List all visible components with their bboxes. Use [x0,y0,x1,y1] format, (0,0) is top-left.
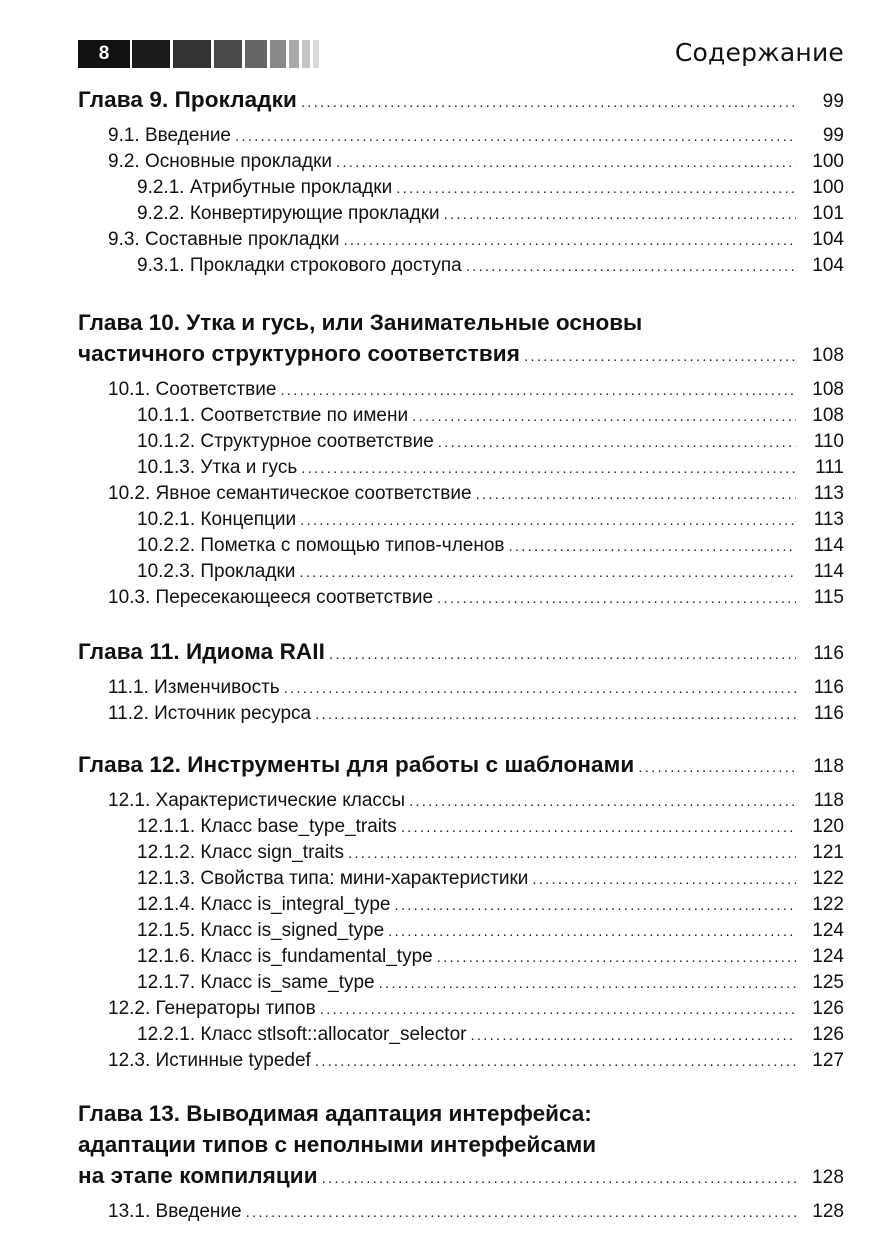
page-ref: 116 [813,643,844,664]
chapter-title: на этапе компиляции [78,1163,318,1188]
toc-entry[interactable] [78,840,844,866]
toc-entry[interactable] [78,559,844,585]
entry-title: 12.1.6. Класс is_fundamental_type [137,946,433,967]
toc-entry[interactable] [78,481,844,507]
dot-leader [315,702,796,727]
dot-leader [300,508,796,533]
header-bar [302,40,310,68]
toc-entry[interactable] [78,455,844,481]
dot-leader [379,971,796,996]
page-ref: 104 [812,255,844,276]
dot-leader [444,202,796,227]
entry-title: 12.1.7. Класс is_same_type [137,972,375,993]
entry-title: 12.1.4. Класс is_integral_type [137,894,391,915]
chapter-heading[interactable] [78,749,844,783]
dot-leader [470,1023,796,1048]
dot-leader [329,639,796,670]
header-bar [173,40,211,68]
entry-title: 11.1. Изменчивость [108,677,280,698]
entry-title: 10.1.2. Структурное соответствие [137,431,434,452]
page-ref: 122 [812,894,844,915]
entry-title: 10.2.1. Концепции [137,509,297,530]
entry-title: 10.2.3. Прокладки [137,561,296,582]
header-bars [132,40,322,68]
entry-title: 9.3.1. Прокладки строкового доступа [137,255,462,276]
chapter-title: Глава 9. Прокладки [78,87,297,112]
entry-title: 12.1.1. Класс base_type_traits [137,816,397,837]
toc-chapter [78,307,844,611]
dot-leader [246,1200,796,1225]
dot-leader [284,676,796,701]
header-bar [270,40,286,68]
dot-leader [320,997,796,1022]
page-ref: 99 [822,125,844,146]
page-ref: 116 [813,677,844,698]
chapter-title: Глава 11. Идиома RAII [78,639,325,664]
page-ref: 101 [812,203,844,224]
header-bar [132,40,170,68]
toc-entry[interactable] [78,253,844,279]
page-ref: 120 [812,816,844,837]
page-ref: 110 [813,431,844,452]
page-ref: 108 [811,345,844,366]
entry-title: 10.3. Пересекающееся соответствие [108,587,434,608]
toc-chapter [78,84,844,279]
dot-leader [401,815,796,840]
page-header [78,40,844,68]
entry-title: 12.1.2. Класс sign_traits [137,842,344,863]
page-ref: 111 [815,457,844,478]
entry-title: 10.2.2. Пометка с помощью типов-членов [137,535,505,556]
header-bar [245,40,267,68]
dot-leader [509,534,796,559]
page-ref: 100 [812,151,844,172]
dot-leader [438,430,796,455]
toc-entry[interactable] [78,701,844,727]
chapter-heading[interactable] [78,84,844,118]
page-ref: 125 [812,972,844,993]
dot-leader [437,945,796,970]
entry-title: 9.2.2. Конвертирующие прокладки [137,203,440,224]
page-ref: 116 [813,703,844,724]
toc-entry[interactable] [78,123,844,149]
dot-leader [396,176,796,201]
toc-entry[interactable] [78,149,844,175]
page-ref: 127 [812,1050,844,1071]
toc-entry[interactable] [78,585,844,611]
toc-chapter [78,1098,844,1225]
toc-entry[interactable] [78,1048,844,1074]
toc-entry[interactable] [78,996,844,1022]
entry-title: 12.2.1. Класс stlsoft::allocator_selector [137,1024,467,1045]
page-ref: 113 [813,509,844,530]
dot-leader [532,867,796,892]
toc-entry[interactable] [78,675,844,701]
entry-title: 12.1.5. Класс is_signed_type [137,920,385,941]
running-title: Содержание [674,38,844,67]
dot-leader [638,752,796,783]
dot-leader [344,228,796,253]
toc-entry[interactable] [78,1199,844,1225]
chapter-heading[interactable] [78,636,844,670]
toc-entry[interactable] [78,788,844,814]
toc-entry[interactable] [78,533,844,559]
entry-title: 9.3. Составные прокладки [108,229,340,250]
entry-title: 9.1. Введение [108,125,231,146]
chapter-title: Глава 12. Инструменты для работы с шаблонами [78,752,635,777]
entry-title: 10.1. Соответствие [108,379,277,400]
page-ref: 124 [812,920,844,941]
page-ref: 124 [812,946,844,967]
dot-leader [437,586,796,611]
page-ref: 100 [812,177,844,198]
toc-entry[interactable] [78,892,844,918]
dot-leader [524,341,796,372]
toc-entry[interactable] [78,403,844,429]
table-of-contents [78,84,844,1225]
page-ref: 126 [812,998,844,1019]
toc-entry[interactable] [78,175,844,201]
page-ref: 126 [812,1024,844,1045]
dot-leader [466,254,796,279]
dot-leader [388,919,796,944]
header-bar [313,40,319,68]
entry-title: 11.2. Источник ресурса [108,703,312,724]
entry-title: 10.1.1. Соответствие по имени [137,405,409,426]
page-ref: 122 [812,868,844,889]
chapter-title-line: Глава 10. Утка и гусь, или Занимательные основы [78,310,643,335]
dot-leader [280,378,796,403]
dot-leader [409,789,796,814]
toc-chapter [78,636,844,727]
page-ref: 118 [813,790,844,811]
dot-leader [322,1163,796,1194]
entry-title: 10.2. Явное семантическое соответствие [108,483,472,504]
dot-leader [301,87,796,118]
toc-entry[interactable] [78,918,844,944]
page-ref: 108 [812,379,844,400]
toc-chapter [78,749,844,1074]
page-ref: 121 [812,842,844,863]
chapter-title-line: Глава 13. Выводимая адаптация интерфейса: [78,1101,592,1126]
dot-leader [301,456,796,481]
toc-entry[interactable] [78,944,844,970]
page-ref: 113 [813,483,844,504]
page-ref: 114 [813,561,844,582]
chapter-heading[interactable] [78,338,844,372]
toc-entry[interactable] [78,1022,844,1048]
toc-entry[interactable] [78,429,844,455]
dot-leader [394,893,796,918]
entry-title: 9.2. Основные прокладки [108,151,333,172]
page-ref: 115 [813,587,844,608]
page-ref: 99 [822,91,844,112]
header-bar [214,40,242,68]
dot-leader [315,1049,796,1074]
dot-leader [348,841,796,866]
entry-title: 12.3. Истинные typedef [108,1050,311,1071]
entry-title: 12.2. Генераторы типов [108,998,316,1019]
header-bar [289,40,299,68]
toc-entry[interactable] [78,377,844,403]
page-ref: 118 [813,756,844,777]
toc-entry[interactable] [78,970,844,996]
dot-leader [336,150,796,175]
dot-leader [412,404,796,429]
entry-title: 12.1.3. Свойства типа: мини-характеристики [137,868,529,889]
page-ref: 128 [811,1167,844,1188]
entry-title: 13.1. Введение [108,1201,242,1222]
toc-entry[interactable] [78,814,844,840]
chapter-title: частичного структурного соответствия [78,341,520,366]
page-ref: 108 [812,405,844,426]
toc-entry[interactable] [78,201,844,227]
page-ref: 114 [813,535,844,556]
toc-entry[interactable] [78,866,844,892]
entry-title: 9.2.1. Атрибутные прокладки [137,177,393,198]
entry-title: 12.1. Характеристические классы [108,790,406,811]
page-ref: 128 [812,1201,844,1222]
toc-entry[interactable] [78,507,844,533]
page-ref: 104 [812,229,844,250]
dot-leader [235,124,796,149]
chapter-title-line: адаптации типов с неполными интерфейсами [78,1132,597,1157]
dot-leader [299,560,796,585]
dot-leader [476,482,796,507]
entry-title: 10.1.3. Утка и гусь [137,457,298,478]
page-number: 8 [78,40,130,68]
toc-entry[interactable] [78,227,844,253]
chapter-heading[interactable] [78,1160,844,1194]
